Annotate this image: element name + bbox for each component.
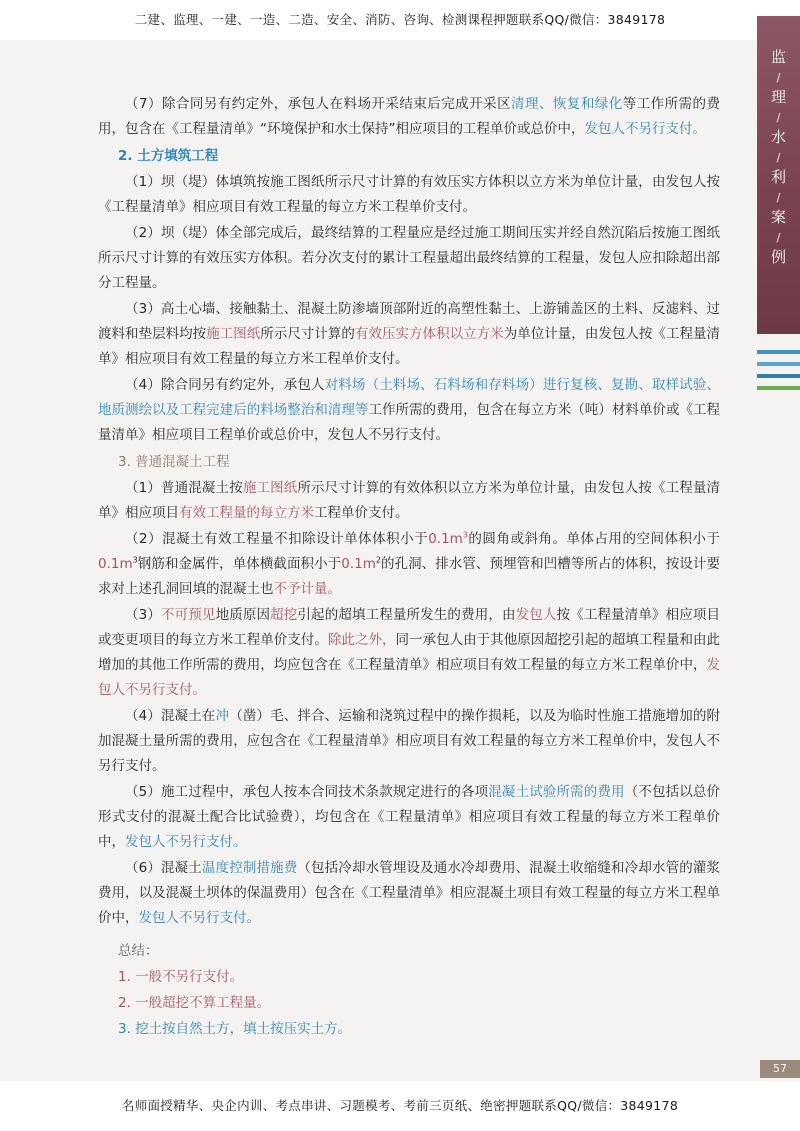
text: 同一承包人由于其他原因超挖引起的超填工程量和由此增加的其他工作所需的费用，均应包含在《工程量清单》相应项目有效工程量的每立方米工程单价中， (98, 632, 721, 673)
text: （6）混凝土 (125, 860, 202, 876)
top-banner: 二建、监理、一建、一造、二造、安全、消防、咨询、检测课程押题联系QQ/微信：3849178 (0, 0, 800, 40)
summary-item-3: 3. 挖土按自然土方，填土按压实土方。 (118, 1021, 352, 1037)
paragraph-3-3 (98, 603, 720, 703)
text: （4）混凝土在 (125, 708, 216, 724)
paragraph-2-1: （1）坝（堤）体填筑按施工图纸所示尺寸计算的有效压实方体积以立方米为单位计量，由发包人按《工程量清单》相应项目有效工程量的每立方米工程单价支付。 (98, 174, 720, 215)
text: 钢筋和金属件，单体横截面积小于 (137, 556, 342, 572)
highlight: 发包人不另行支付。 (138, 910, 260, 926)
text: 所示尺寸计算的有效体积以立方米为单位计量，由发包人按《工程量清单》相应项目 (98, 480, 721, 521)
side-tab-separator: / (776, 191, 781, 204)
paragraph-7 (98, 92, 720, 142)
highlight: 发包人不另行支付。 (125, 834, 247, 850)
highlight: 发包人 (515, 607, 557, 623)
text: 地质原因 (215, 607, 271, 623)
summary-item-1: 1. 一般不另行支付。 (118, 969, 244, 985)
text: 等工作所需的费用，包含在《工程量清单》“环境保护和水土保持”相应项目的工程单价或总价中， (98, 96, 721, 137)
text: （1）普通混凝土按 (125, 480, 243, 496)
value: 0.1m (98, 556, 133, 572)
side-stripe-blue (757, 350, 800, 354)
side-tab-char: 监 (770, 48, 786, 66)
side-stripe-darkblue (757, 374, 800, 378)
highlight: 施工图纸 (242, 480, 298, 496)
highlight: 施工图纸 (206, 326, 261, 342)
side-tab-separator: / (776, 151, 781, 164)
highlight: 对料场（土料场、石料场和存料场）进行复核、复勘、取样试验、地质测绘以及工程完建后的料场整治和清理等 (98, 377, 721, 418)
side-tab-char: 利 (770, 168, 786, 186)
text: 按《工程量清单》相应项目或变更项目的每立方米工程单价支付。 (98, 607, 721, 648)
highlight: 冲 (215, 708, 230, 724)
paragraph-3-2 (98, 527, 720, 602)
section-heading-concrete: 3. 普通混凝土工程 (118, 454, 230, 470)
highlight: 不予计量。 (273, 581, 341, 597)
bottom-banner: 名师面授精华、央企内训、考点串讲、习题模考、考前三页纸、绝密押题联系QQ/微信：3849178 (0, 1081, 800, 1131)
side-tab (757, 16, 800, 334)
paragraph-2-3 (98, 297, 720, 372)
highlight: 发包人不另行支付。 (584, 121, 706, 137)
value: 0.1m (341, 556, 376, 572)
section-heading-earthwork: 2. 土方填筑工程 (118, 148, 219, 164)
text: （包括冷却水管埋设及通水冷却费用、混凝土收缩缝和冷却水管的灌浆费用，以及混凝土坝体的保温费用）包含在《工程量清单》相应混凝土项目有效工程量的每立方米工程单价中， (98, 860, 721, 926)
superscript: 3 (462, 530, 468, 540)
side-tab-separator: / (776, 111, 781, 124)
text: （5）施工过程中，承包人按本合同技术条款规定进行的各项 (125, 784, 489, 800)
superscript: 2 (375, 555, 381, 565)
summary-title: 总结： (118, 943, 159, 959)
side-stripe-green (757, 386, 800, 390)
highlight: 超挖 (270, 607, 298, 623)
paragraph-2-4 (98, 373, 720, 448)
highlight: 除此之外， (327, 632, 396, 648)
highlight: 不可预见 (161, 607, 216, 623)
highlight: 温度控制措施费 (201, 860, 298, 876)
highlight: 发包人不另行支付。 (98, 657, 720, 698)
side-tab-char: 水 (770, 128, 786, 146)
highlight: 混凝土试验所需的费用 (488, 784, 625, 800)
main-content (98, 92, 720, 1042)
text: 所示尺寸计算的 (260, 326, 355, 342)
paragraph-3-1 (98, 476, 720, 526)
text: 工程单价支付。 (314, 505, 409, 521)
text: 为单位计量，由发包人按《工程量清单》相应项目有效工程量的每立方米工程单价支付。 (98, 326, 721, 367)
paragraph-3-4 (98, 704, 720, 779)
highlight: 有效压实方体积以立方米 (354, 326, 504, 342)
side-tab-char: 理 (770, 88, 786, 106)
text: （3）高土心墙、接触黏土、混凝土防渗墙顶部附近的高塑性黏土、上游铺盖区的土料、反滤料、过渡料和垫层料均按 (98, 301, 720, 342)
highlight: 有效工程量的每立方米 (179, 505, 314, 521)
text: （不包括以总价形式支付的混凝土配合比试验费），均包含在《工程量清单》相应项目有效工程量的每立方米工程单价中， (98, 784, 720, 850)
paragraph-3-5 (98, 780, 720, 855)
side-tab-title (757, 44, 800, 271)
text: 工作所需的费用，包含在每立方米（吨）材料单价或《工程量清单》相应项目工程单价或总价中，发包人不另行支付。 (98, 402, 721, 443)
value: 0.1m (428, 531, 463, 547)
text: 引起的超填工程量所发生的费用，由 (297, 607, 516, 623)
text: 的圆角或斜角。单体占用的空间体积小于 (467, 531, 721, 547)
text: （4）除合同另有约定外，承包人 (125, 377, 325, 393)
highlight: 清理、恢复和绿化 (511, 96, 623, 112)
text: （凿）毛、拌合、运输和浇筑过程中的操作损耗，以及为临时性施工措施增加的附加混凝土量所需的费用，应包含在《工程量清单》相应项目有效工程量的每立方米工程单价中，发包人不另行支付。 (98, 708, 721, 774)
side-tab-char: 案 (770, 208, 786, 226)
text: （2）混凝土有效工程量不扣除设计单体体积小于 (125, 531, 429, 547)
summary-item-2: 2. 一般超挖不算工程量。 (118, 995, 271, 1011)
text: 的孔洞、排水管、预埋管和凹槽等所占的体积，按设计要求对上述孔洞回填的混凝土也 (98, 556, 720, 597)
side-tab-separator: / (776, 71, 781, 84)
side-tab-separator: / (776, 231, 781, 244)
superscript: 3 (132, 555, 138, 565)
side-stripe-lightblue (757, 362, 800, 366)
page-number: 57 (760, 1060, 800, 1078)
paragraph-3-6 (98, 856, 720, 931)
text: （3） (125, 607, 162, 623)
side-tab-char: 例 (770, 248, 786, 266)
paragraph-2-2: （2）坝（堤）体全部完成后，最终结算的工程量应是经过施工期间压实并经自然沉陷后按施工图纸所示尺寸计算的有效压实方体积。若分次支付的累计工程量超出最终结算的工程量，发包人应扣除超出部分工程量。 (98, 225, 720, 291)
text: （7）除合同另有约定外，承包人在料场开采结束后完成开采区 (125, 96, 512, 112)
